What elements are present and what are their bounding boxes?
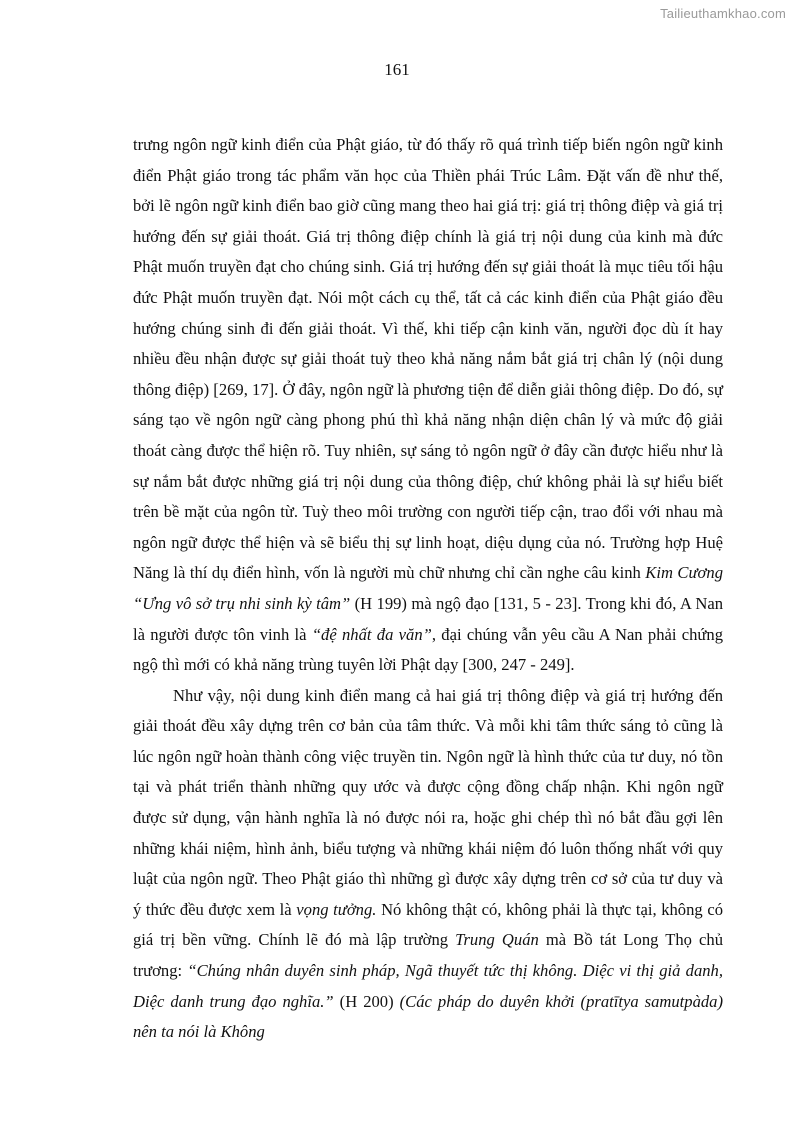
text-run: trưng ngôn ngữ kinh điển của Phật giáo, từ đó thấy rõ quá trình tiếp biến ngôn ngữ kinh điển Phật giáo trong tác phẩm văn học của Thiền phái Trúc Lâm. Đặt vấn đề như thế, bởi lẽ ngôn ngữ kinh điển bao giờ cũng mang theo hai giá trị: giá trị thông điệp và giá trị hướng đến sự giải thoát. Giá trị thông điệp chính là giá trị nội dung của kinh mà đức Phật muốn truyền đạt cho chúng sinh. Giá trị hướng đến sự giải thoát là mục tiêu tối hậu đức Phật muốn truyền đạt. Nói một cách cụ thể, tất cả các kinh điển của Phật giáo đều hướng chúng sinh đi đến giải thoát. Vì thế, khi tiếp cận kinh văn, người đọc dù ít hay nhiều đều nhận được sự giải thoát tuỳ theo khả năng nắm bắt giá trị chân lý (nội dung thông điệp) [269, 17]. Ở đây, ngôn ngữ là phương tiện để diễn giải thông điệp. Do đó, sự sáng tạo về ngôn ngữ càng phong phú thì khả năng nhận diện chân lý và mức độ giải thoát càng được thể hiện rõ. Tuy nhiên, sự sáng tỏ ngôn ngữ ở đây cần được hiểu như là sự nắm bắt được những giá trị nội dung của thông điệp, chứ không phải là sự hiểu biết trên bề mặt của ngôn từ. Tuỳ theo môi trường con người tiếp cận, trao đổi với nhau mà ngôn ngữ được thể hiện và sẽ biểu thị sự linh hoạt, diệu dụng của nó. Trường hợp Huệ Năng là thí dụ điển hình, vốn là người mù chữ nhưng chỉ cần nghe câu kinh <box>133 135 723 583</box>
text-run: (H 200) <box>333 991 400 1011</box>
body-text <box>133 130 723 1048</box>
text-run: , đại chúng vẫn yêu cầu A Nan phải chứng ngộ thì mới có khả năng trùng tuyên lời Phật dạy [300, 247 - 249]. <box>133 624 724 675</box>
text-run: (H 199) mà ngộ đạo [131, 5 - 23]. Trong khi đó, A Nan là người được tôn vinh là <box>133 593 723 644</box>
text-run: Như vậy, nội dung kinh điển mang cả hai giá trị thông điệp và giá trị hướng đến giải thoát đều xây dựng trên cơ bản của tâm thức. Và mỗi khi tâm thức sáng tỏ cũng là lúc ngôn ngữ hoàn thành công việc truyền tin. Ngôn ngữ là hình thức của tư duy, nó tồn tại và phát triển thành những quy ước và được cộng đồng chấp nhận. Khi ngôn ngữ được sử dụng, vận hành nghĩa là nó được nói ra, hoặc ghi chép thì nó bắt đầu gợi lên những khái niệm, hình ảnh, biểu tượng và những khái niệm đó luôn thống nhất với quy luật của ngôn ngữ. Theo Phật giáo thì những gì được xây dựng trên cơ sở của tư duy và ý thức đều được xem là <box>133 685 723 919</box>
watermark: Tailieuthamkhao.com <box>660 6 786 21</box>
paragraph <box>133 130 723 681</box>
italic-text-run: Trung Quán <box>455 930 539 950</box>
italic-text-run: “Chúng nhân duyên sinh pháp, Ngã thuyết tức thị không. Diệc vi thị giả danh, Diệc danh trung đạo nghĩa.” <box>133 961 723 1011</box>
italic-text-run: “đệ nhất đa văn” <box>311 624 432 644</box>
text-run: mà Bồ tát Long Thọ chủ trương: <box>133 930 724 981</box>
italic-text-run: vọng tưởng. <box>296 899 377 919</box>
paragraph <box>133 681 723 1048</box>
italic-text-run: (Các pháp do duyên khởi (pratītya samutpàda) nên ta nói là Không <box>133 991 723 1042</box>
text-run: Nó không thật có, không phải là thực tại, không có giá trị bền vững. Chính lẽ đó mà lập trường <box>133 899 723 950</box>
italic-text-run: Kim Cương “Ưng vô sở trụ nhi sinh kỳ tâm” <box>133 563 724 613</box>
page-number: 161 <box>384 60 410 79</box>
